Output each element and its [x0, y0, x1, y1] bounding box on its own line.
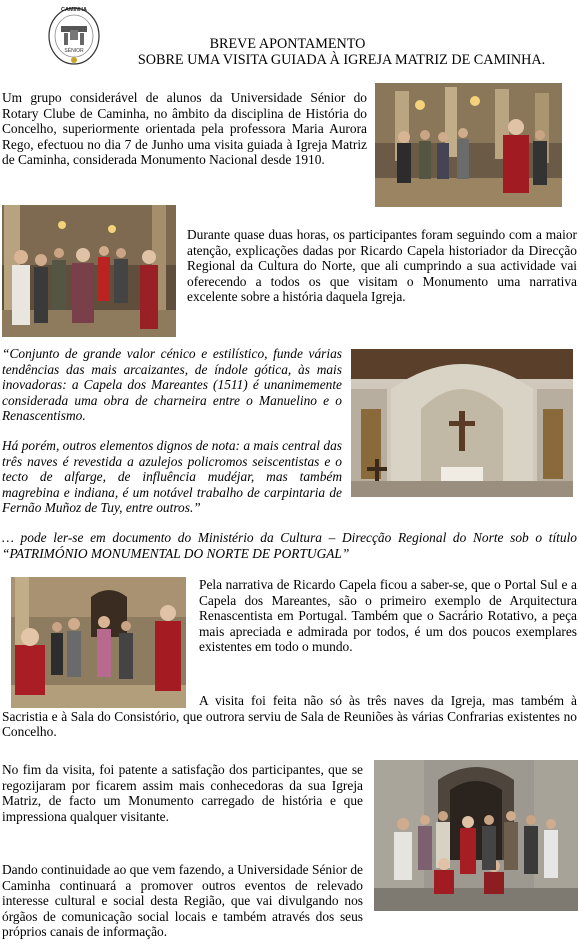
page-title — [100, 36, 475, 52]
paragraph-continuity-text: Dando continuidade ao que vem fazendo, a Universidade Sénior de Caminha continuará a promover outros eventos de relevado interesse cultural e social desta Região, que vai divulgando nos órgãos de comunicação social locais e também através dos seus próprios canais de informação. — [2, 862, 363, 940]
title-line-2: SOBRE UMA VISITA GUIADA À IGREJA MATRIZ DE CAMINHA. — [137, 52, 546, 68]
photo-altar-interior — [351, 349, 573, 497]
photo-portal-group — [11, 577, 186, 708]
paragraph-visit: A visita foi feita não só às três naves da Igreja, mas também à Sacristia e à Sala do Consistório, que outrora serviu de Sala de Reuniões às várias Confrarias existentes no Concelho. — [2, 693, 577, 740]
club-seal-icon — [47, 2, 101, 66]
photo-group-columns — [2, 205, 176, 337]
quote-block — [2, 346, 342, 424]
logo-top-text: CAMINHA — [61, 7, 87, 13]
quote-source: … pode ler-se em documento do Ministério da Cultura – Direcção Regional do Norte sob o título “PATRIMÓNIO MONUMENTAL DO NORTE DE PORTUGAL” — [2, 530, 577, 561]
quote-part-2: Há porém, outros elementos dignos de nota: a mais central das três naves é revestida a azulejos policromos seiscentistas e o tecto de alfarge, de influência mudéjar, mas também magrebina e indiana, é um notável trabalho de carpintaria de Fernão Muñoz de Tuy, entre outros.” — [2, 438, 342, 516]
paragraph-continuity — [2, 862, 577, 940]
paragraph-intro: Um grupo considerável de alunos da Universidade Sénior do Rotary Clube de Caminha, no âmbito da disciplina de História do Concelho, superiormente orientada pela professora Maria Aurora Rego, efectuou no dia 7 de Junho uma visita guiada à Igreja Matriz de Caminha, considerada Monumento Nacional desde 1910. — [2, 90, 367, 168]
photo-group-nave — [375, 83, 562, 207]
paragraph-narrative: Pela narrativa de Ricardo Capela ficou a saber-se, que o Portal Sul e a Capela dos Mareantes, são o primeiro exemplo de Arquitectura Renascentista em Portugal. Também que o Sacrário Rotativo, a peça mais apreciada e admirada por todos, é um dos poucos exemplares existentes em todo o mundo. — [199, 577, 577, 655]
page-subtitle — [104, 52, 579, 68]
paragraph-satisfaction: No fim da visita, foi patente a satisfação dos participantes, que se regozijaram por ficarem assim mais conhecedoras da sua Igreja Matriz, de facto um Monumento carregado de história e que impressiona qualquer visitante. — [2, 762, 363, 824]
logo-center-text: SÉNIOR — [64, 48, 84, 54]
quote-block-continued — [2, 438, 342, 516]
quote-part-1: “Conjunto de grande valor cénico e estilístico, funde várias tendências das mais arcaizantes, de índole gótica, às mais inovadoras: a Capela dos Mareantes (1511) é unanimemente considerada uma obra de charneira entre o Manuelino e o Renascentismo. — [2, 346, 342, 424]
title-line-1: BREVE APONTAMENTO — [209, 36, 366, 52]
paragraph-guide: Durante quase duas horas, os participantes foram seguindo com a maior atenção, explicações dadas por Ricardo Capela historiador da Direcção Regional da Cultura do Norte, que ali cumprindo a sua actividade vai oferecendo a todos os que visitam o Monumento uma narrativa excelente sobre a história daquela Igreja. — [187, 227, 577, 305]
